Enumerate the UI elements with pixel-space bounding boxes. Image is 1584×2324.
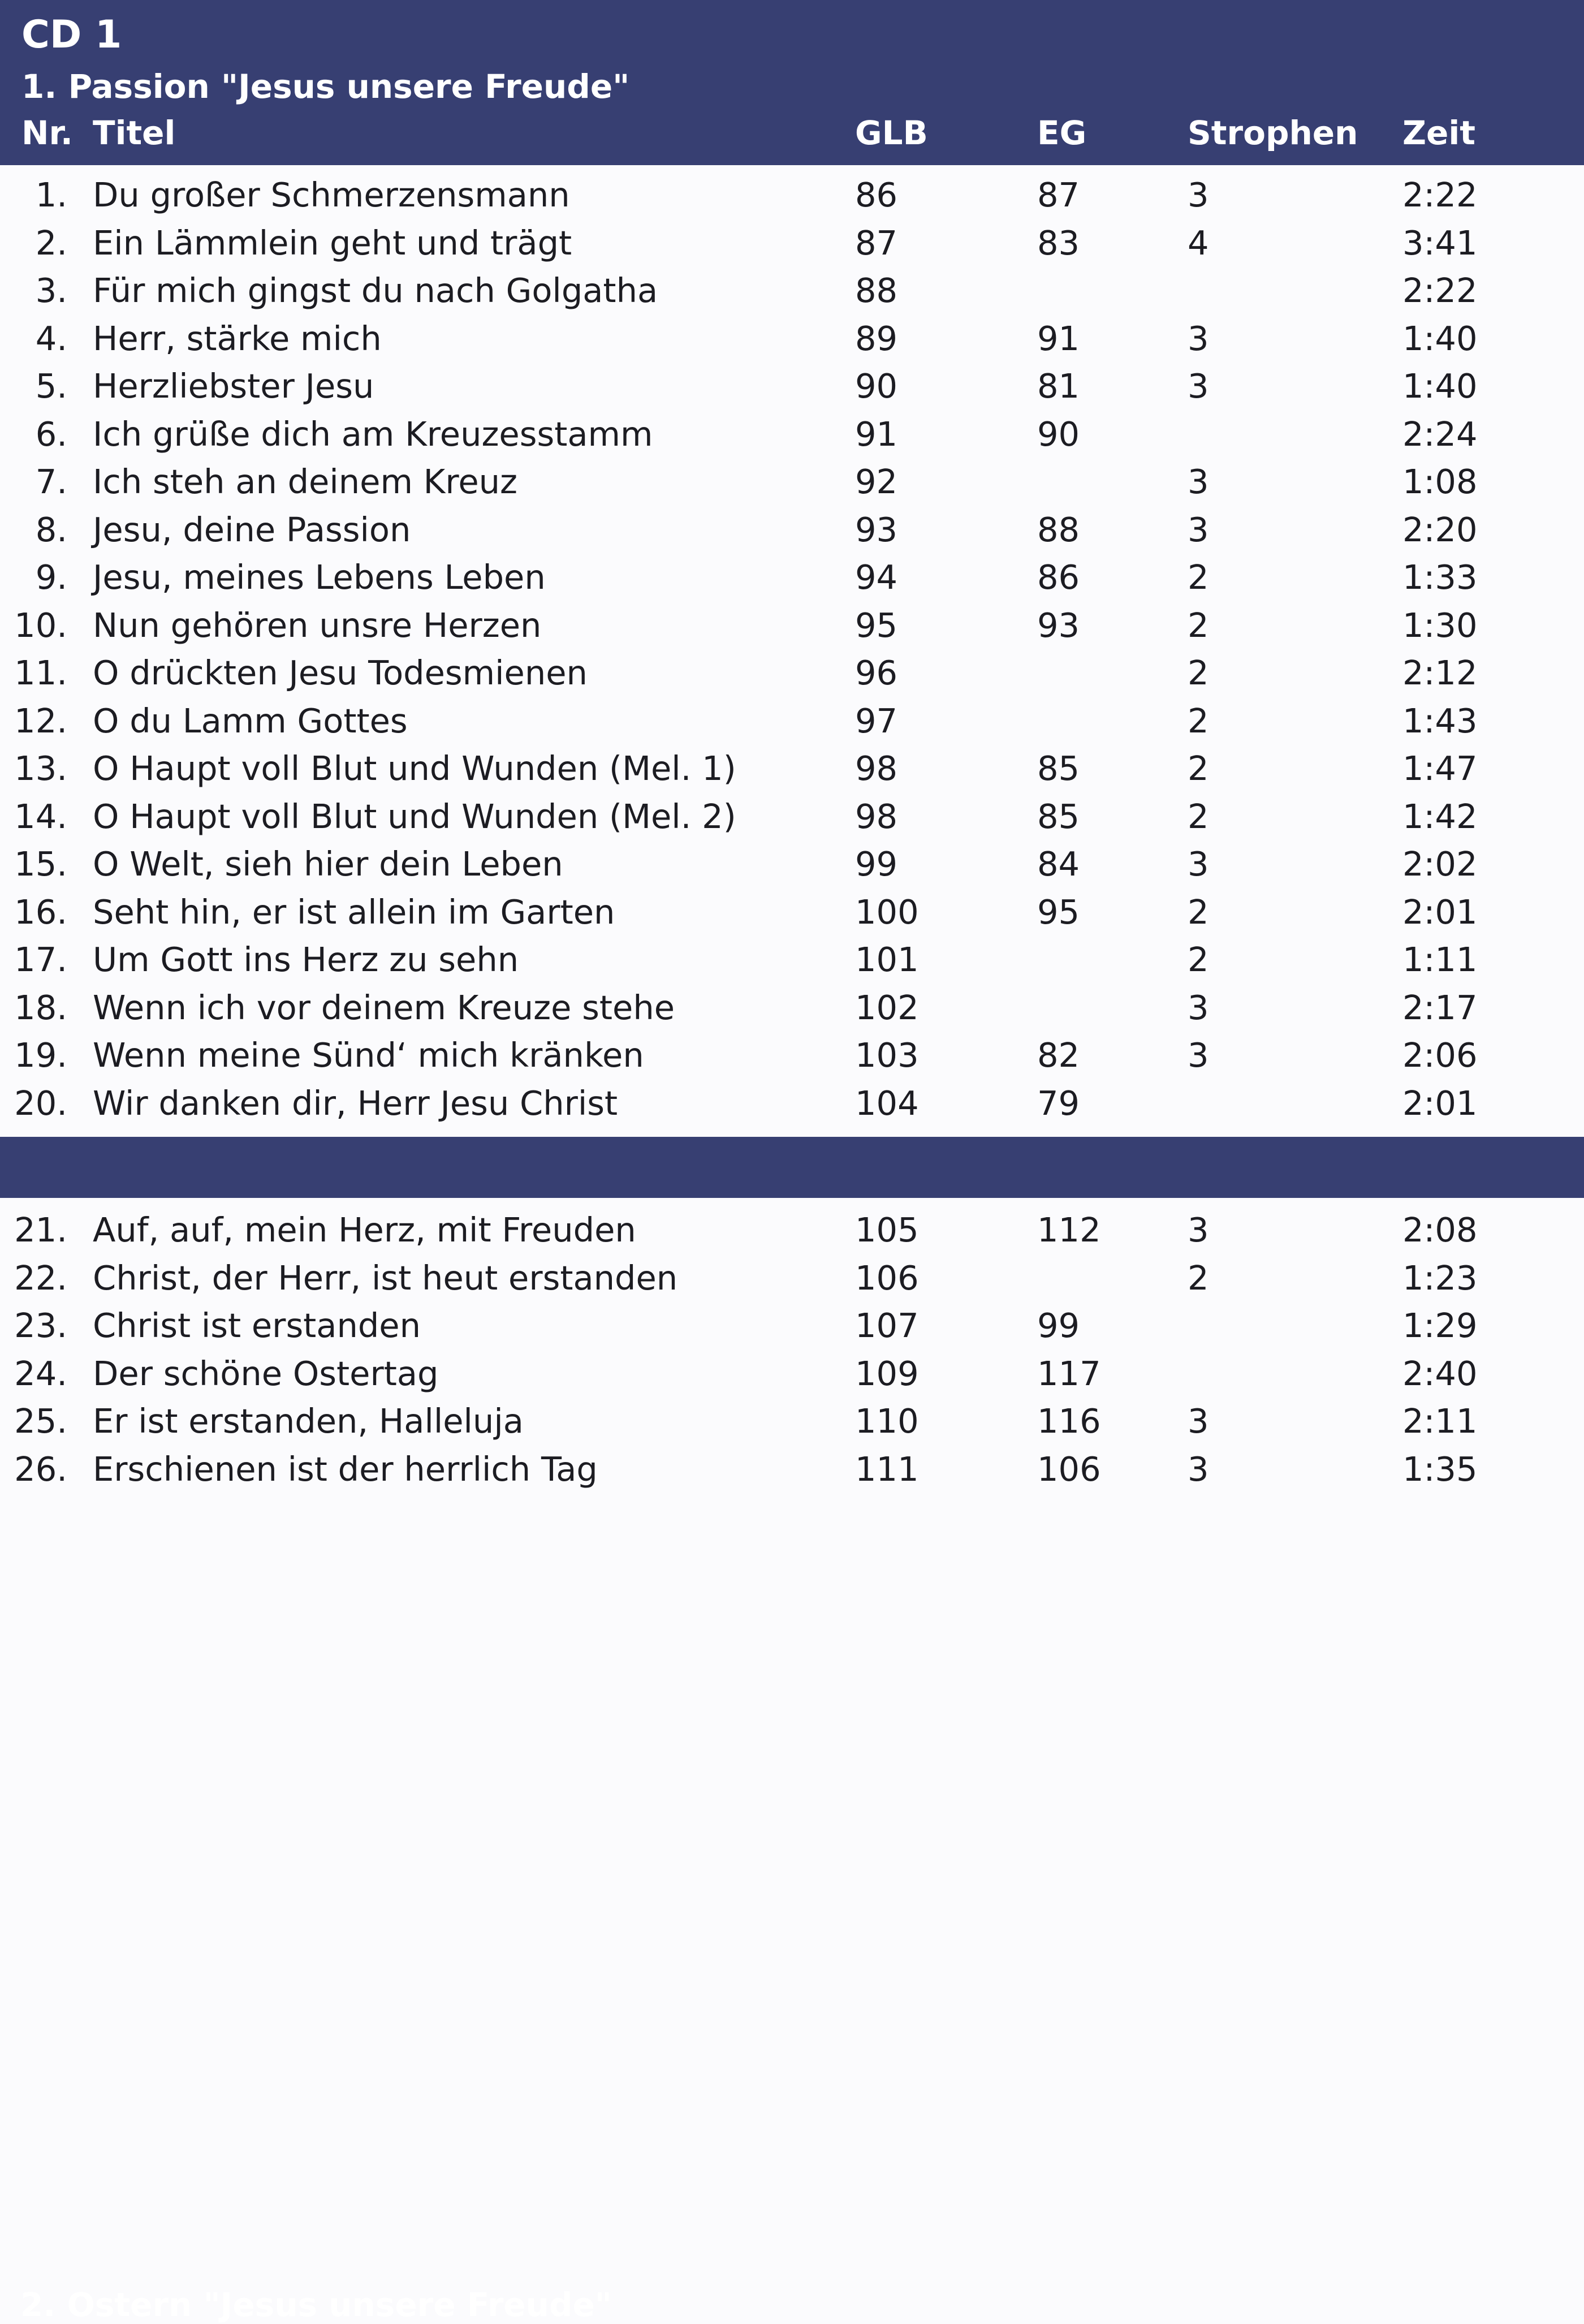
cd-title: CD 1: [21, 12, 122, 57]
track-duration: 2:17: [1402, 988, 1478, 1027]
track-strophen: 3: [1188, 318, 1209, 358]
track-number: 17.: [14, 940, 67, 979]
track-strophen: 2: [1188, 701, 1209, 740]
track-eg: 85: [1037, 749, 1080, 788]
track-title: Christ ist erstanden: [93, 1306, 421, 1345]
track-number: 9.: [35, 558, 67, 597]
track-eg: 81: [1037, 367, 1080, 406]
track-eg: 82: [1037, 1036, 1080, 1075]
track-duration: 1:43: [1402, 701, 1478, 740]
track-duration: 1:23: [1402, 1258, 1478, 1297]
track-glb: 109: [855, 1353, 919, 1393]
track-strophen: 2: [1188, 558, 1209, 597]
track-duration: 1:47: [1402, 749, 1478, 788]
track-number: 5.: [35, 367, 67, 406]
track-eg: 86: [1037, 558, 1080, 597]
track-glb: 111: [855, 1449, 919, 1489]
track-duration: 1:29: [1402, 1306, 1478, 1345]
track-strophen: 3: [1188, 1036, 1209, 1075]
track-eg: 87: [1037, 175, 1080, 214]
section-title-passion: 1. Passion "Jesus unsere Freude": [21, 67, 630, 106]
track-eg: 91: [1037, 318, 1080, 358]
track-number: 25.: [14, 1402, 67, 1441]
track-title: Wir danken dir, Herr Jesu Christ: [93, 1083, 618, 1123]
track-eg: 117: [1037, 1353, 1101, 1393]
track-row: [0, 219, 1584, 268]
track-row: [0, 649, 1584, 697]
track-strophen: 2: [1188, 796, 1209, 836]
track-title: Für mich gingst du nach Golgatha: [93, 271, 658, 310]
track-eg: 85: [1037, 796, 1080, 836]
track-duration: 2:01: [1402, 892, 1478, 932]
track-duration: 2:22: [1402, 175, 1478, 214]
track-title: O Welt, sieh hier dein Leben: [93, 844, 563, 883]
track-glb: 92: [855, 462, 898, 501]
track-duration: 2:12: [1402, 653, 1478, 692]
track-row: [0, 889, 1584, 937]
track-duration: 2:06: [1402, 1036, 1478, 1075]
track-duration: 2:22: [1402, 271, 1478, 310]
track-duration: 2:40: [1402, 1353, 1478, 1393]
track-eg: 93: [1037, 605, 1080, 645]
track-row: [0, 984, 1584, 1032]
track-number: 21.: [14, 1210, 67, 1249]
track-row: [0, 1032, 1584, 1080]
track-strophen: 3: [1188, 1449, 1209, 1489]
track-list-passion: [0, 171, 1584, 1127]
track-strophen: 3: [1188, 510, 1209, 549]
track-number: 2.: [35, 223, 67, 262]
track-duration: 2:01: [1402, 1083, 1478, 1123]
track-glb: 87: [855, 223, 898, 262]
track-eg: 112: [1037, 1210, 1101, 1249]
track-number: 8.: [35, 510, 67, 549]
column-header-nr: Nr.: [21, 114, 73, 152]
track-number: 13.: [14, 749, 67, 788]
track-number: 10.: [14, 605, 67, 645]
track-row: [0, 458, 1584, 506]
track-glb: 103: [855, 1036, 919, 1075]
track-eg: 106: [1037, 1449, 1101, 1489]
track-eg: 83: [1037, 223, 1080, 262]
track-glb: 93: [855, 510, 898, 549]
column-header-glb: GLB: [855, 114, 928, 152]
track-strophen: 2: [1188, 940, 1209, 979]
column-header-eg: EG: [1037, 114, 1087, 152]
track-row: [0, 793, 1584, 841]
track-glb: 89: [855, 318, 898, 358]
track-strophen: 3: [1188, 175, 1209, 214]
track-row: [0, 506, 1584, 554]
track-strophen: 2: [1188, 605, 1209, 645]
track-strophen: 3: [1188, 988, 1209, 1027]
track-duration: 1:40: [1402, 318, 1478, 358]
track-number: 4.: [35, 318, 67, 358]
track-title: Er ist erstanden, Halleluja: [93, 1402, 524, 1441]
track-row: [0, 1206, 1584, 1254]
track-glb: 94: [855, 558, 898, 597]
track-row: [0, 267, 1584, 315]
column-header-strophen: Strophen: [1188, 114, 1358, 152]
track-eg: 90: [1037, 414, 1080, 454]
track-title: Herr, stärke mich: [93, 318, 382, 358]
track-row: [0, 1350, 1584, 1398]
track-duration: 3:41: [1402, 223, 1478, 262]
track-title: Jesu, deine Passion: [93, 510, 411, 549]
track-title: Christ, der Herr, ist heut erstanden: [93, 1258, 678, 1297]
track-duration: 2:24: [1402, 414, 1478, 454]
track-title: Ich grüße dich am Kreuzesstamm: [93, 414, 653, 454]
track-title: Herzliebster Jesu: [93, 367, 374, 406]
track-number: 18.: [14, 988, 67, 1027]
track-number: 1.: [35, 175, 67, 214]
track-duration: 1:40: [1402, 367, 1478, 406]
track-glb: 101: [855, 940, 919, 979]
track-duration: 1:42: [1402, 796, 1478, 836]
track-row: [0, 1302, 1584, 1350]
track-glb: 99: [855, 844, 898, 883]
track-title: Auf, auf, mein Herz, mit Freuden: [93, 1210, 636, 1249]
track-row: [0, 602, 1584, 650]
track-glb: 106: [855, 1258, 919, 1297]
track-strophen: 3: [1188, 844, 1209, 883]
track-number: 11.: [14, 653, 67, 692]
track-glb: 107: [855, 1306, 919, 1345]
track-row: [0, 171, 1584, 219]
track-duration: 1:35: [1402, 1449, 1478, 1489]
track-duration: 1:11: [1402, 940, 1478, 979]
track-strophen: 2: [1188, 892, 1209, 932]
track-row: [0, 1254, 1584, 1303]
track-title: O Haupt voll Blut und Wunden (Mel. 2): [93, 796, 736, 836]
track-strophen: 3: [1188, 1402, 1209, 1441]
track-list-ostern: [0, 1206, 1584, 1493]
track-number: 15.: [14, 844, 67, 883]
track-strophen: 2: [1188, 749, 1209, 788]
track-glb: 86: [855, 175, 898, 214]
track-glb: 104: [855, 1083, 919, 1123]
track-glb: 88: [855, 271, 898, 310]
track-number: 20.: [14, 1083, 67, 1123]
track-duration: 1:33: [1402, 558, 1478, 597]
track-eg: 116: [1037, 1402, 1101, 1441]
track-row: [0, 363, 1584, 411]
track-glb: 98: [855, 749, 898, 788]
track-strophen: 3: [1188, 1210, 1209, 1249]
section-title-ostern: 2. Ostern "Jesus unsere Freude": [20, 2286, 612, 2324]
track-glb: 98: [855, 796, 898, 836]
track-title: Wenn meine Sünd‘ mich kränken: [93, 1036, 644, 1075]
track-strophen: 2: [1188, 1258, 1209, 1297]
column-header-zeit: Zeit: [1402, 114, 1475, 152]
track-title: Um Gott ins Herz zu sehn: [93, 940, 519, 979]
track-title: Wenn ich vor deinem Kreuze stehe: [93, 988, 675, 1027]
track-row: [0, 1398, 1584, 1446]
track-title: O du Lamm Gottes: [93, 701, 408, 740]
track-duration: 2:11: [1402, 1402, 1478, 1441]
track-eg: 79: [1037, 1083, 1080, 1123]
track-strophen: 3: [1188, 462, 1209, 501]
track-eg: 95: [1037, 892, 1080, 932]
track-glb: 95: [855, 605, 898, 645]
track-eg: 99: [1037, 1306, 1080, 1345]
track-title: Nun gehören unsre Herzen: [93, 605, 542, 645]
track-row: [0, 411, 1584, 459]
track-title: Jesu, meines Lebens Leben: [93, 558, 546, 597]
track-title: O Haupt voll Blut und Wunden (Mel. 1): [93, 749, 736, 788]
track-glb: 105: [855, 1210, 919, 1249]
track-duration: 2:20: [1402, 510, 1478, 549]
track-glb: 100: [855, 892, 919, 932]
track-glb: 91: [855, 414, 898, 454]
track-row: [0, 697, 1584, 745]
track-title: Ein Lämmlein geht und trägt: [93, 223, 572, 262]
track-glb: 102: [855, 988, 919, 1027]
track-number: 26.: [14, 1449, 67, 1489]
track-title: O drückten Jesu Todesmienen: [93, 653, 588, 692]
track-strophen: 2: [1188, 653, 1209, 692]
track-row: [0, 936, 1584, 984]
track-title: Seht hin, er ist allein im Garten: [93, 892, 615, 932]
column-header-title: Titel: [93, 114, 176, 152]
track-strophen: 4: [1188, 223, 1209, 262]
track-row: [0, 1080, 1584, 1128]
track-row: [0, 315, 1584, 363]
track-number: 12.: [14, 701, 67, 740]
track-number: 24.: [14, 1353, 67, 1393]
track-eg: 88: [1037, 510, 1080, 549]
track-glb: 97: [855, 701, 898, 740]
track-row: [0, 745, 1584, 793]
track-glb: 110: [855, 1402, 919, 1441]
track-row: [0, 554, 1584, 602]
track-duration: 1:08: [1402, 462, 1478, 501]
track-number: 7.: [35, 462, 67, 501]
track-glb: 90: [855, 367, 898, 406]
track-duration: 1:30: [1402, 605, 1478, 645]
track-row: [0, 840, 1584, 889]
track-title: Du großer Schmerzensmann: [93, 175, 570, 214]
track-title: Der schöne Ostertag: [93, 1353, 439, 1393]
track-number: 22.: [14, 1258, 67, 1297]
track-number: 6.: [35, 414, 67, 454]
track-eg: 84: [1037, 844, 1080, 883]
track-number: 14.: [14, 796, 67, 836]
track-strophen: 3: [1188, 367, 1209, 406]
track-title: Erschienen ist der herrlich Tag: [93, 1449, 598, 1489]
track-glb: 96: [855, 653, 898, 692]
track-number: 19.: [14, 1036, 67, 1075]
track-number: 23.: [14, 1306, 67, 1345]
header-band: [0, 0, 1584, 165]
track-row: [0, 1446, 1584, 1494]
track-duration: 2:02: [1402, 844, 1478, 883]
track-title: Ich steh an deinem Kreuz: [93, 462, 517, 501]
track-number: 3.: [35, 271, 67, 310]
track-number: 16.: [14, 892, 67, 932]
track-duration: 2:08: [1402, 1210, 1478, 1249]
